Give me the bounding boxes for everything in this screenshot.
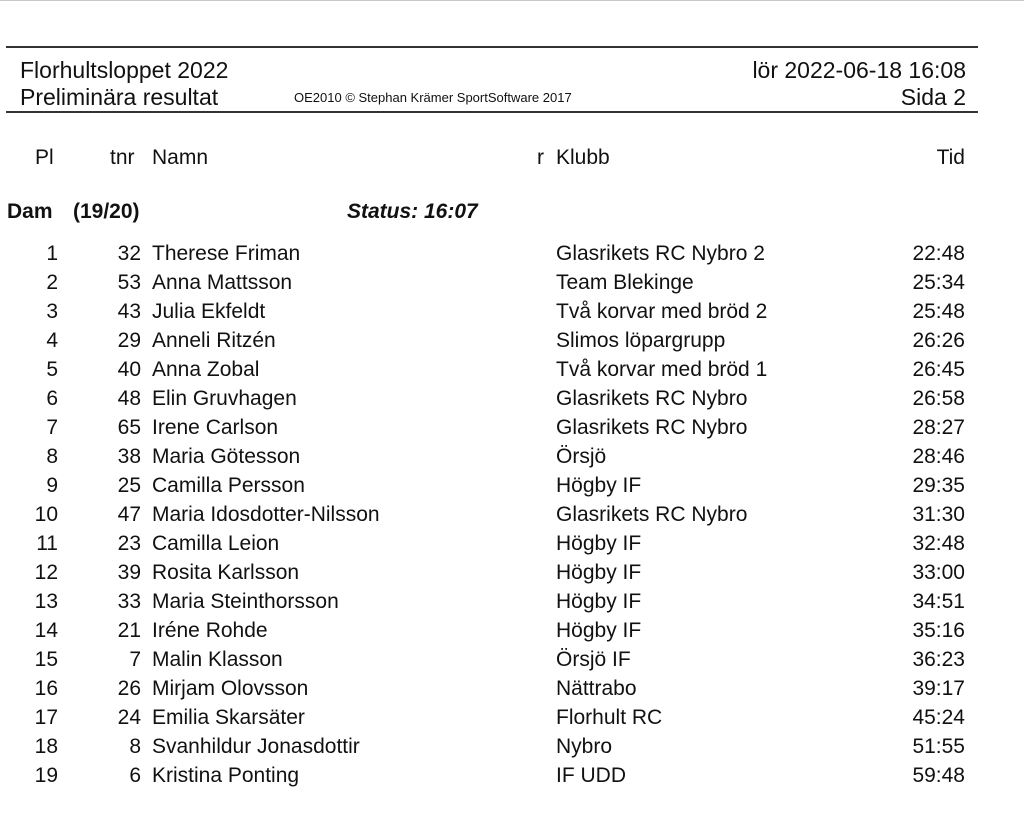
result-row xyxy=(0,358,1024,387)
result-name: Rosita Karlsson xyxy=(152,561,300,584)
result-club: IF UDD xyxy=(556,764,626,787)
result-row xyxy=(0,764,1024,793)
event-title: Florhultsloppet 2022 xyxy=(20,57,229,83)
result-place: 8 xyxy=(46,445,58,468)
result-club: Nybro xyxy=(556,735,613,758)
result-name: Malin Klasson xyxy=(152,648,283,671)
result-club: Två korvar med bröd 1 xyxy=(556,358,768,381)
result-bib: 8 xyxy=(129,735,141,758)
result-name: Maria Steinthorsson xyxy=(152,590,339,613)
result-bib: 23 xyxy=(117,532,141,555)
result-place: 4 xyxy=(46,329,58,352)
result-club: Högby IF xyxy=(556,532,642,555)
result-bib: 32 xyxy=(117,242,141,265)
class-status: Status: 16:07 xyxy=(347,200,478,223)
result-row xyxy=(0,503,1024,532)
result-club: Örsjö xyxy=(556,445,607,468)
result-name: Iréne Rohde xyxy=(152,619,268,642)
result-place: 12 xyxy=(34,561,58,584)
result-place: 11 xyxy=(36,532,58,555)
result-time: 25:48 xyxy=(912,300,965,323)
result-row xyxy=(0,445,1024,474)
result-time: 59:48 xyxy=(912,764,965,787)
result-bib: 33 xyxy=(117,590,141,613)
result-row xyxy=(0,532,1024,561)
result-row xyxy=(0,561,1024,590)
result-time: 45:24 xyxy=(912,706,965,729)
result-name: Camilla Leion xyxy=(152,532,280,555)
result-row xyxy=(0,735,1024,764)
result-club: Högby IF xyxy=(556,590,642,613)
result-club: Glasrikets RC Nybro xyxy=(556,503,748,526)
result-bib: 40 xyxy=(117,358,141,381)
result-time: 36:23 xyxy=(912,648,965,671)
result-club: Glasrikets RC Nybro xyxy=(556,416,748,439)
result-bib: 25 xyxy=(117,474,141,497)
result-name: Mirjam Olovsson xyxy=(152,677,309,700)
result-name: Maria Götesson xyxy=(152,445,301,468)
class-name: Dam xyxy=(7,200,53,223)
result-time: 39:17 xyxy=(912,677,965,700)
result-club: Högby IF xyxy=(556,561,642,584)
result-name: Irene Carlson xyxy=(152,416,279,439)
result-row xyxy=(0,474,1024,503)
result-name: Elin Gruvhagen xyxy=(152,387,297,410)
column-header-time: Tid xyxy=(936,146,965,169)
result-time: 29:35 xyxy=(912,474,965,497)
result-time: 28:27 xyxy=(912,416,965,439)
result-club: Glasrikets RC Nybro xyxy=(556,387,748,410)
column-header-name: Namn xyxy=(152,146,209,169)
result-time: 26:26 xyxy=(912,329,965,352)
result-time: 51:55 xyxy=(912,735,965,758)
result-name: Anneli Ritzén xyxy=(152,329,276,352)
column-header-club: Klubb xyxy=(556,146,610,169)
result-time: 26:45 xyxy=(912,358,965,381)
header-bottom-rule xyxy=(6,111,978,113)
result-name: Camilla Persson xyxy=(152,474,305,497)
result-club: Slimos löpargrupp xyxy=(556,329,726,352)
result-name: Maria Idosdotter-Nilsson xyxy=(152,503,380,526)
print-date: lör 2022-06-18 16:08 xyxy=(752,57,966,83)
window-top-border xyxy=(0,0,1024,1)
result-name: Kristina Ponting xyxy=(152,764,300,787)
result-time: 35:16 xyxy=(912,619,965,642)
column-header-r: r xyxy=(537,146,544,169)
software-credit: OE2010 © Stephan Krämer SportSoftware 2017 xyxy=(294,90,572,105)
result-bib: 47 xyxy=(117,503,141,526)
result-name: Therese Friman xyxy=(152,242,301,265)
result-bib: 48 xyxy=(117,387,141,410)
result-row xyxy=(0,677,1024,706)
result-row xyxy=(0,242,1024,271)
page-number: Sida 2 xyxy=(900,84,966,110)
result-place: 3 xyxy=(46,300,58,323)
result-club: Två korvar med bröd 2 xyxy=(556,300,768,323)
result-place: 15 xyxy=(34,648,58,671)
result-bib: 39 xyxy=(117,561,141,584)
result-row xyxy=(0,648,1024,677)
result-time: 25:34 xyxy=(912,271,965,294)
result-bib: 7 xyxy=(129,648,141,671)
result-bib: 6 xyxy=(129,764,141,787)
result-time: 33:00 xyxy=(912,561,965,584)
header-top-rule xyxy=(6,46,978,48)
result-bib: 38 xyxy=(117,445,141,468)
result-place: 9 xyxy=(46,474,58,497)
result-bib: 43 xyxy=(117,300,141,323)
result-row xyxy=(0,300,1024,329)
result-row xyxy=(0,271,1024,300)
results-list xyxy=(0,242,1024,793)
result-bib: 24 xyxy=(117,706,141,729)
result-place: 14 xyxy=(34,619,58,642)
result-time: 26:58 xyxy=(912,387,965,410)
result-club: Nättrabo xyxy=(556,677,637,700)
result-name: Julia Ekfeldt xyxy=(152,300,266,323)
document-subtitle: Preliminära resultat xyxy=(20,84,219,110)
result-place: 2 xyxy=(46,271,58,294)
result-row xyxy=(0,706,1024,735)
result-row xyxy=(0,329,1024,358)
result-row xyxy=(0,590,1024,619)
result-row xyxy=(0,416,1024,445)
class-count: (19/20) xyxy=(73,200,140,223)
result-club: Högby IF xyxy=(556,619,642,642)
column-header-bib: tnr xyxy=(110,146,135,169)
result-time: 22:48 xyxy=(912,242,965,265)
result-bib: 26 xyxy=(117,677,141,700)
result-time: 32:48 xyxy=(912,532,965,555)
result-time: 34:51 xyxy=(912,590,965,613)
result-place: 6 xyxy=(46,387,58,410)
result-place: 1 xyxy=(46,242,58,265)
result-place: 18 xyxy=(34,735,58,758)
result-place: 5 xyxy=(46,358,58,381)
result-name: Anna Zobal xyxy=(152,358,260,381)
result-bib: 21 xyxy=(117,619,141,642)
result-place: 10 xyxy=(34,503,58,526)
result-place: 16 xyxy=(34,677,58,700)
result-club: Glasrikets RC Nybro 2 xyxy=(556,242,765,265)
result-place: 17 xyxy=(34,706,58,729)
result-time: 28:46 xyxy=(912,445,965,468)
column-header-place: Pl xyxy=(35,146,54,169)
result-place: 7 xyxy=(46,416,58,439)
result-row xyxy=(0,387,1024,416)
result-club: Högby IF xyxy=(556,474,642,497)
result-bib: 53 xyxy=(117,271,141,294)
result-club: Florhult RC xyxy=(556,706,663,729)
result-bib: 65 xyxy=(117,416,141,439)
result-club: Team Blekinge xyxy=(556,271,694,294)
result-bib: 29 xyxy=(117,329,141,352)
result-row xyxy=(0,619,1024,648)
result-name: Emilia Skarsäter xyxy=(152,706,305,729)
result-place: 19 xyxy=(34,764,58,787)
result-time: 31:30 xyxy=(912,503,965,526)
result-place: 13 xyxy=(34,590,58,613)
result-club: Örsjö IF xyxy=(556,648,631,671)
result-name: Anna Mattsson xyxy=(152,271,293,294)
result-name: Svanhildur Jonasdottir xyxy=(152,735,360,758)
